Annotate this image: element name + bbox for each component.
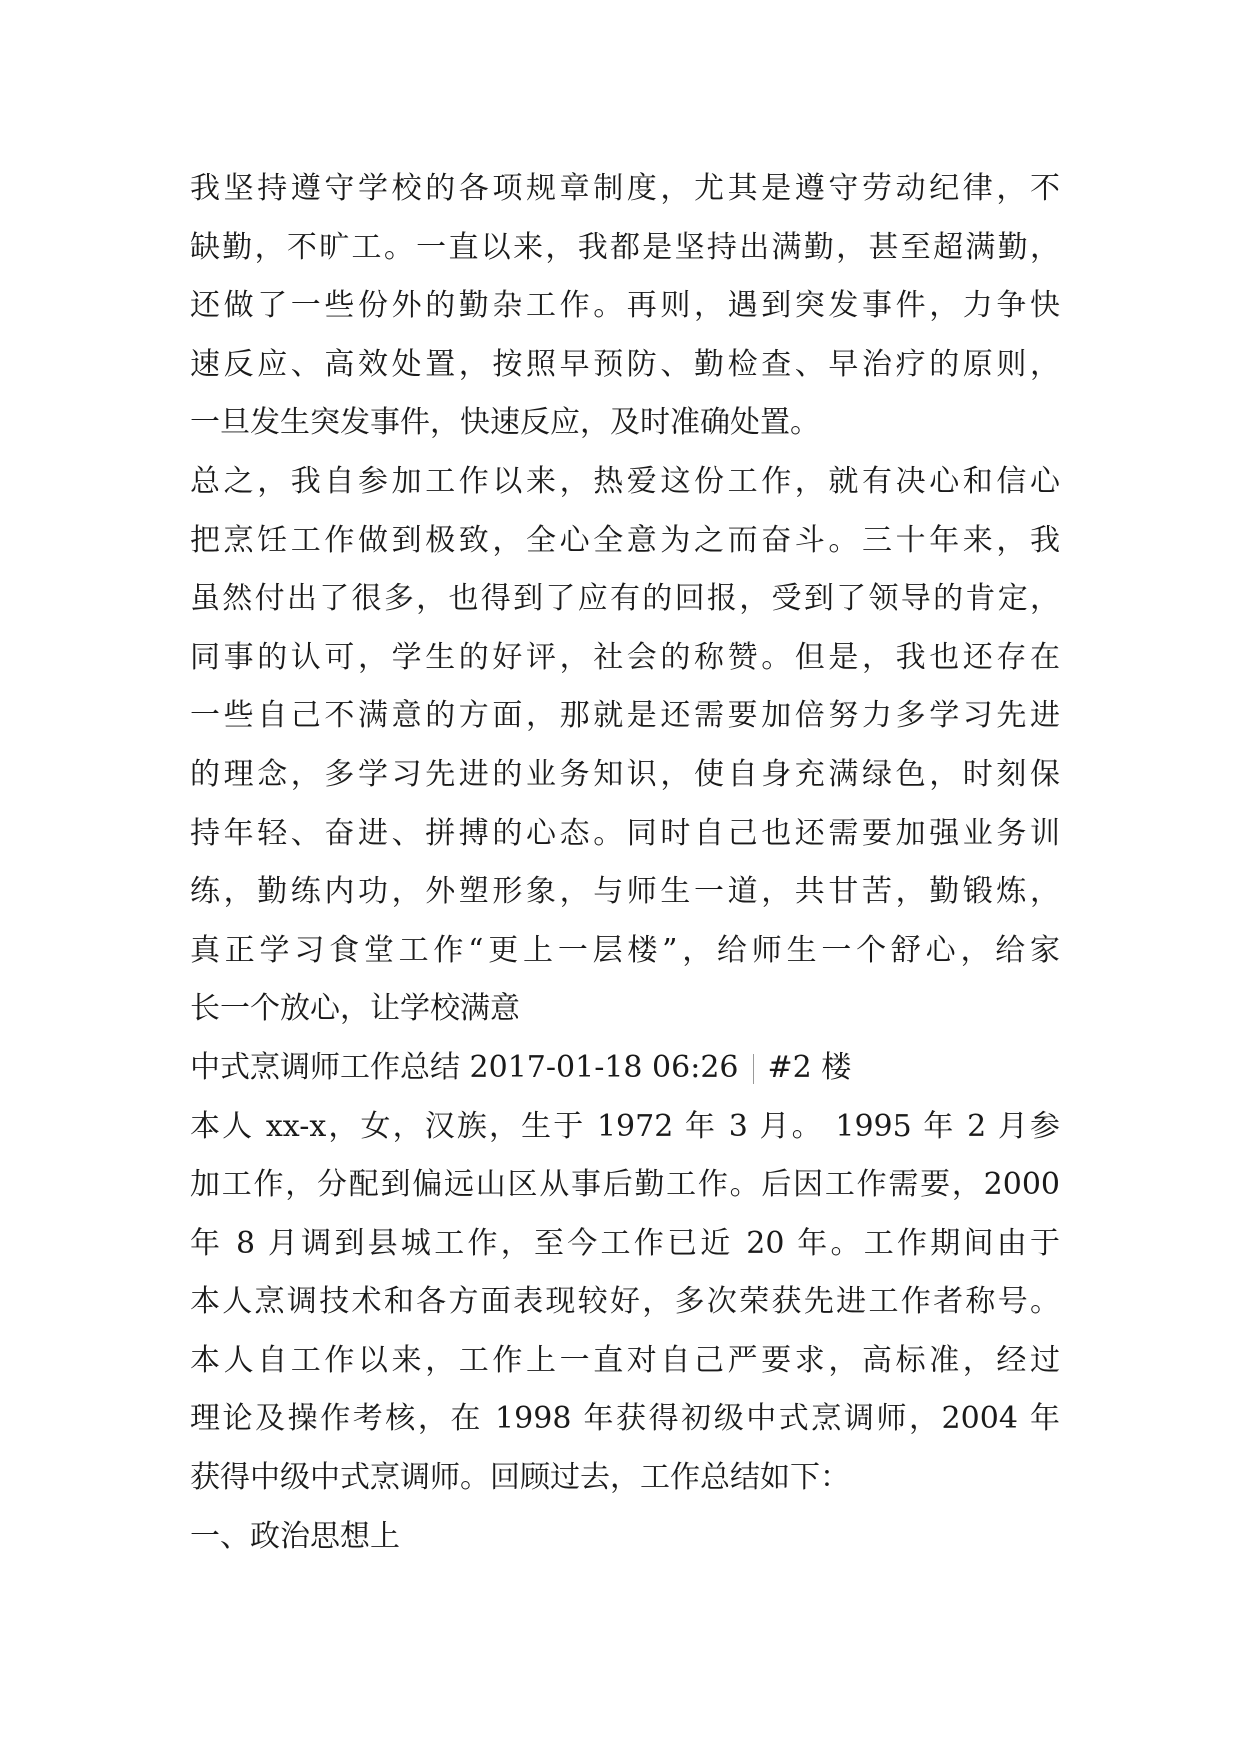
text-line: 理论及操作考核，在 1998 年获得初级中式烹调师，2004 年 [190,1401,1060,1437]
text-line: 长一个放心，让学校满意 [190,991,520,1027]
text-line: 一些自己不满意的方面，那就是还需要加倍努力多学习先进 [190,698,1060,734]
text-line: 本人 xx-x，女，汉族，生于 1972 年 3 月。 1995 年 2 月参 [190,1108,1060,1144]
floor-label: #2 楼 [767,1049,852,1085]
text-line: 同事的认可，学生的好评，社会的称赞。但是，我也还存在 [190,639,1060,675]
text-line: 真正学习食堂工作“更上一层楼”，给师生一个舒心，给家 [190,932,1060,968]
text-line: 虽然付出了很多，也得到了应有的回报，受到了领导的肯定， [190,581,1060,617]
document-body [190,160,1060,1566]
text-line: 缺勤，不旷工。一直以来，我都是坚持出满勤，甚至超满勤， [190,229,1060,265]
section-heading: 一、政治思想上 [190,1518,400,1554]
text-line: 加工作，分配到偏远山区从事后勤工作。后因工作需要，2000 [190,1167,1060,1203]
text-line: 年 8 月调到县城工作，至今工作已近 20 年。工作期间由于 [190,1225,1060,1261]
text-line: 速反应、高效处置，按照早预防、勤检查、早治疗的原则， [190,346,1060,382]
text-line: 我坚持遵守学校的各项规章制度，尤其是遵守劳动纪律，不 [190,171,1060,206]
text-line: 还做了一些份外的勤杂工作。再则，遇到突发事件，力争快 [190,288,1060,324]
text-line: 本人自工作以来，工作上一直对自己严要求，高标准，经过 [190,1342,1060,1378]
post-title: 中式烹调师工作总结 2017-01-18 06:26 [190,1049,739,1085]
text-line: 一旦发生突发事件，快速反应，及时准确处置。 [190,405,820,441]
text-line: 获得中级中式烹调师。回顾过去，工作总结如下： [190,1460,850,1496]
text-line: 本人烹调技术和各方面表现较好，多次荣获先进工作者称号。 [190,1284,1060,1320]
post-header [190,1039,1060,1098]
text-line: 总之，我自参加工作以来，热爱这份工作，就有决心和信心 [190,463,1060,499]
text-line: 持年轻、奋进、拼搏的心态。同时自己也还需要加强业务训 [190,815,1060,851]
text-line: 把烹饪工作做到极致，全心全意为之而奋斗。三十年来，我 [190,522,1060,558]
separator [753,1054,754,1084]
text-line: 的理念，多学习先进的业务知识，使自身充满绿色，时刻保 [190,756,1060,792]
text-line: 练，勤练内功，外塑形象，与师生一道，共甘苦，勤锻炼， [190,874,1060,910]
